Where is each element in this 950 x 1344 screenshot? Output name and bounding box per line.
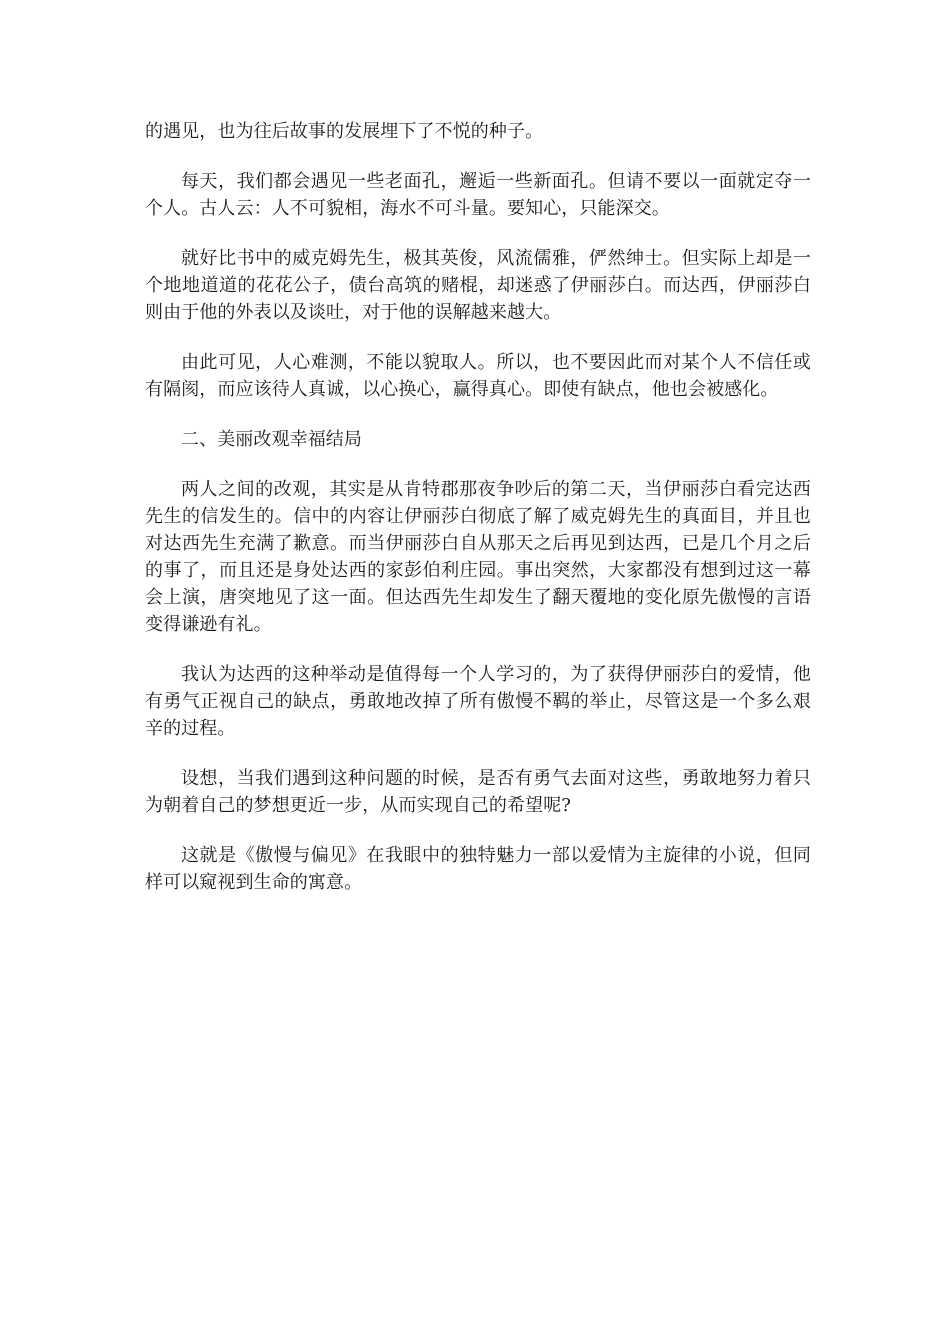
paragraph-darcy-lesson: 我认为达西的这种举动是值得每一个人学习的，为了获得伊丽莎白的爱情，他有勇气正视自己的缺点，勇敢地改掉了所有傲慢不羁的举止，尽管这是一个多么艰辛的过程。 xyxy=(145,664,811,739)
paragraph-judging-people: 由此可见，人心难测，不能以貌取人。所以，也不要因此而对某个人不信任或有隔阂，而应该待人真诚，以心换心，赢得真心。即使有缺点，他也会被感化。 xyxy=(145,352,811,400)
paragraph-continuation: 的遇见，也为往后故事的发展埋下了不悦的种子。 xyxy=(145,121,544,142)
section-heading: 二、美丽改观幸福结局 xyxy=(181,429,362,450)
paragraph-turning-point: 两人之间的改观，其实是从肯特郡那夜争吵后的第二天，当伊丽莎白看完达西先生的信发生的。信中的内容让伊丽莎白彻底了解了威克姆先生的真面目，并且也对达西先生充满了歉意。而当伊丽莎白自从那天之后再见到达西，已是几个月之后的事了，而且还是身处达西的家彭伯利庄园。事出突然，大家都没有想到过这一幕会上演，唐突地见了这一面。但达西先生却发生了翻天覆地的变化原先傲慢的言语变得谦逊有礼。 xyxy=(145,479,811,635)
paragraph-first-impressions: 每天，我们都会遇见一些老面孔，邂逅一些新面孔。但请不要以一面就定夺一个人。古人云：人不可貌相，海水不可斗量。要知心，只能深交。 xyxy=(145,171,811,219)
paragraph-courage: 设想，当我们遇到这种问题的时候，是否有勇气去面对这些，勇敢地努力着只为朝着自己的梦想更近一步，从而实现自己的希望呢? xyxy=(145,768,811,816)
paragraph-wickham: 就好比书中的威克姆先生，极其英俊，风流儒雅，俨然绅士。但实际上却是一个地地道道的花花公子，债台高筑的赌棍，却迷惑了伊丽莎白。而达西，伊丽莎白则由于他的外表以及谈吐，对于他的误解越来越大。 xyxy=(145,248,811,323)
paragraph-conclusion: 这就是《傲慢与偏见》在我眼中的独特魅力一部以爱情为主旋律的小说，但同样可以窥视到生命的寓意。 xyxy=(145,845,811,893)
document-body xyxy=(145,118,811,919)
